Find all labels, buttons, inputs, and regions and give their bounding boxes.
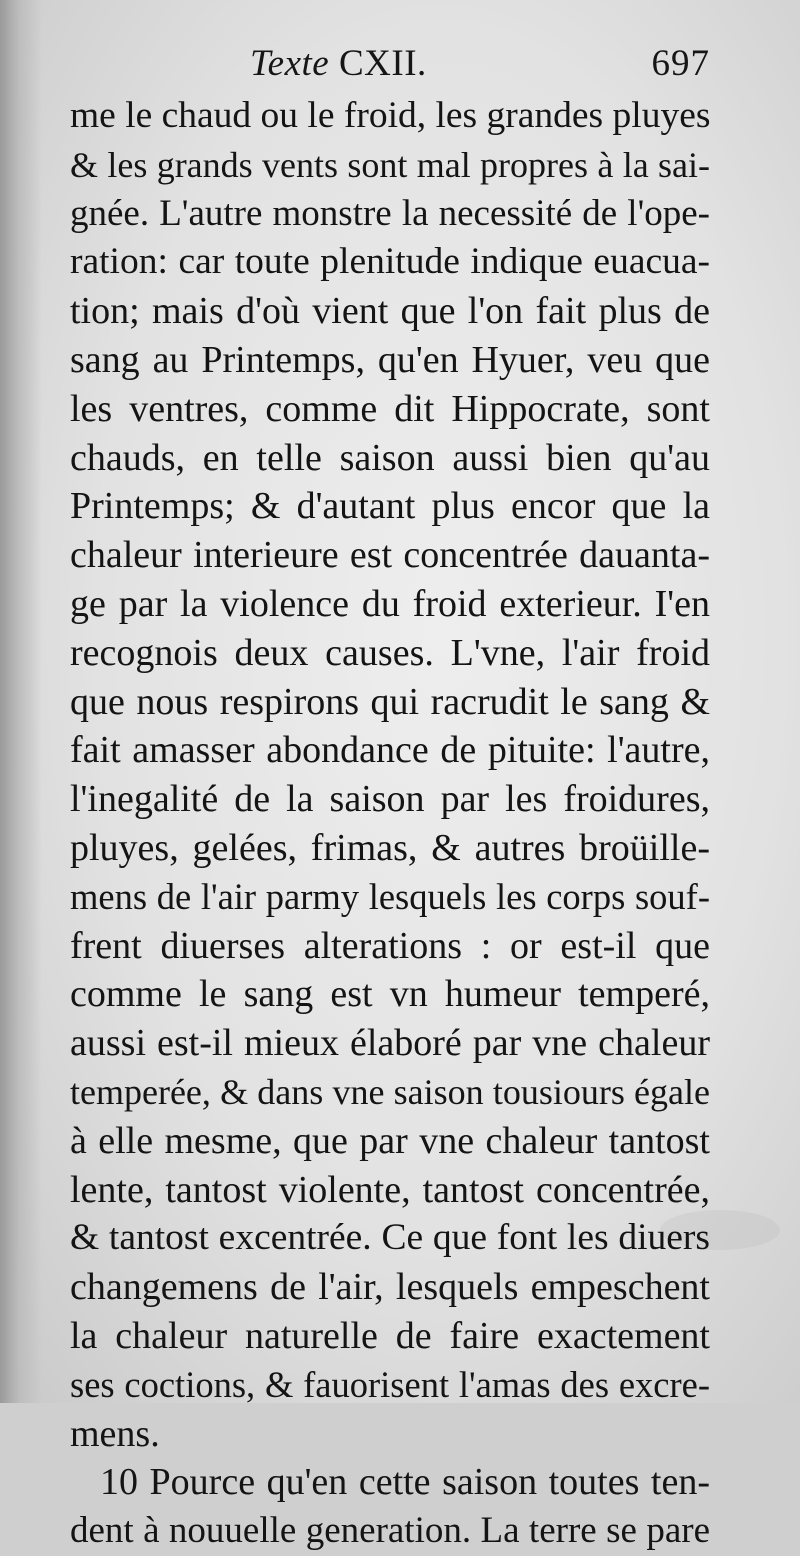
page-gutter-shadow <box>0 0 42 1403</box>
text-line: tion; mais d'où vient que l'on fait plus de <box>70 290 710 333</box>
text-line: les ventres, comme dit Hippocrate, sont <box>70 387 710 430</box>
page-number: 697 <box>651 43 710 84</box>
text-line: & les grands vents sont mal propres à la sai- <box>70 144 710 185</box>
text-line: temperée, & dans vne saison tousiours égale <box>70 1071 710 1112</box>
text-line: gnée. L'autre monstre la necessité de l'ope- <box>70 192 710 234</box>
text-line: l'inegalité de la saison par les froidures, <box>70 778 710 821</box>
running-header <box>250 42 710 90</box>
text-line: changemens de l'air, lesquels empeschent <box>70 1266 710 1309</box>
running-title-roman: CXII. <box>338 43 427 84</box>
text-body <box>70 92 710 1556</box>
text-line: dent à nouuelle generation. La terre se pare <box>70 1510 710 1552</box>
text-line: pluyes, gelées, frimas, & autres broüille- <box>70 826 710 869</box>
running-title-italic: Texte <box>250 43 330 84</box>
text-line: sang au Printemps, qu'en Hyuer, veu que <box>70 338 710 381</box>
text-line: ration: car toute plenitude indique euacua- <box>70 241 710 283</box>
text-line: à elle mesme, que par vne chaleur tantost <box>70 1119 710 1162</box>
text-line: fait amasser abondance de pituite: l'autre, <box>70 729 710 772</box>
text-line: la chaleur naturelle de faire exactement <box>70 1314 710 1357</box>
text-line: que nous respirons qui racrudit le sang & <box>70 680 710 723</box>
text-line: ge par la violence du froid exterieur. I'en <box>70 582 710 625</box>
text-line: chauds, en telle saison aussi bien qu'au <box>70 436 710 479</box>
text-line: frent diuerses alterations : or est-il que <box>70 924 710 967</box>
text-line-paragraph-end: mens. <box>70 1412 160 1455</box>
text-line: me le chaud ou le froid, les grandes pluyes <box>70 95 711 136</box>
text-line: mens de l'air parmy lesquels les corps souf- <box>70 875 710 917</box>
text-line: Printemps; & d'autant plus encor que la <box>70 485 710 528</box>
text-line: recognois deux causes. L'vne, l'air froid <box>70 631 710 674</box>
text-line-paragraph-start: 10 Pource qu'en cette saison toutes ten- <box>100 1461 710 1504</box>
running-title <box>250 42 427 85</box>
text-line: ses coctions, & fauorisent l'amas des excre- <box>70 1363 710 1405</box>
text-line: & tantost excentrée. Ce que font les diuers <box>70 1217 710 1259</box>
text-line: lente, tantost violente, tantost concentrée, <box>70 1168 710 1211</box>
text-line: chaleur interieure est concentrée dauanta- <box>70 534 710 577</box>
text-line: aussi est-il mieux élaboré par vne chaleur <box>70 1022 710 1065</box>
text-line: comme le sang est vn humeur temperé, <box>70 973 710 1016</box>
